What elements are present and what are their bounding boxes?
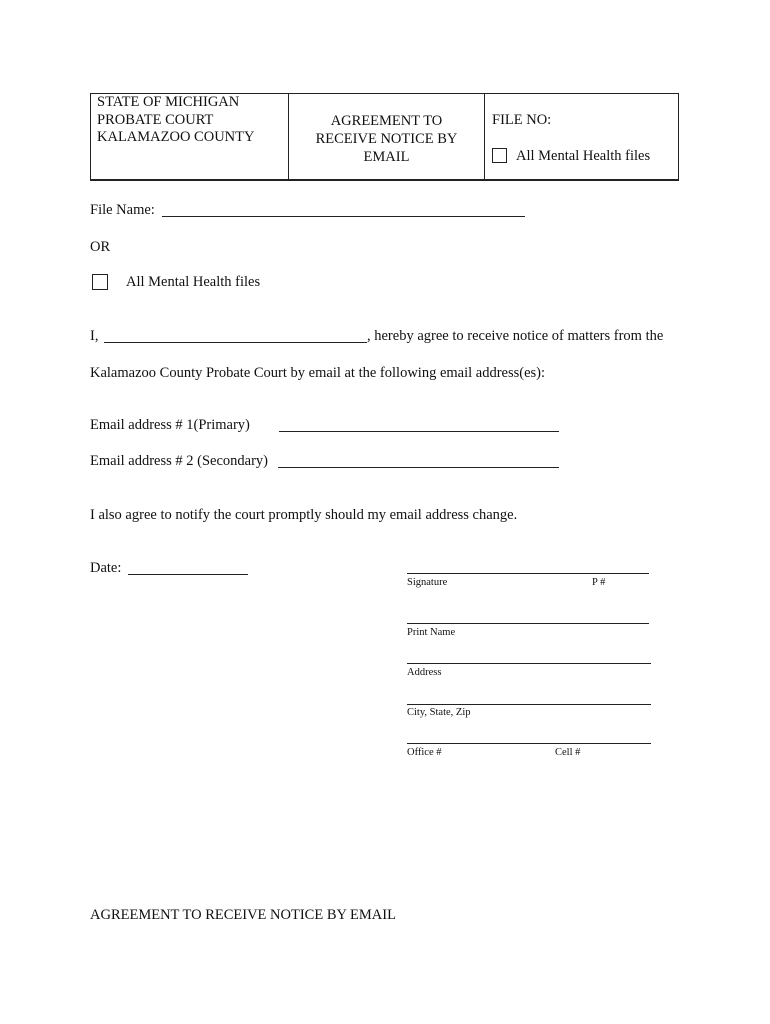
court-line-county: KALAMAZOO COUNTY bbox=[97, 129, 255, 145]
email-1-field[interactable] bbox=[279, 431, 559, 432]
party-name-field[interactable] bbox=[104, 342, 367, 343]
court-line-state: STATE OF MICHIGAN bbox=[97, 94, 240, 110]
agree-suffix: , hereby agree to receive notice of matters from the bbox=[367, 328, 664, 344]
email-2-label: Email address # 2 (Secondary) bbox=[90, 453, 268, 469]
date-field[interactable] bbox=[128, 574, 248, 575]
court-line-court: PROBATE COURT bbox=[97, 111, 214, 128]
notify-text: I also agree to notify the court promptly should my email address change. bbox=[90, 507, 518, 523]
address-field[interactable] bbox=[407, 663, 651, 664]
print-name-label: Print Name bbox=[407, 627, 456, 638]
agree-line-2: Kalamazoo County Probate Court by email at the following email address(es): bbox=[90, 365, 546, 381]
form-title bbox=[289, 112, 484, 166]
mental-health-checkbox[interactable] bbox=[92, 274, 108, 290]
print-name-field[interactable] bbox=[407, 623, 649, 624]
form-title-line-3: EMAIL bbox=[363, 149, 410, 165]
footer-title: AGREEMENT TO RECEIVE NOTICE BY EMAIL bbox=[90, 907, 396, 923]
header-mental-health-label: All Mental Health files bbox=[516, 148, 651, 164]
email-1-label: Email address # 1(Primary) bbox=[90, 417, 250, 433]
signature-label: Signature bbox=[407, 577, 448, 588]
header-divider-2 bbox=[484, 93, 485, 181]
file-name-field[interactable] bbox=[162, 216, 525, 217]
file-name-label: File Name: bbox=[90, 202, 155, 218]
email-2-field[interactable] bbox=[278, 467, 559, 468]
form-title-line-2: RECEIVE NOTICE BY bbox=[315, 131, 458, 147]
form-title-line-1: AGREEMENT TO bbox=[330, 113, 443, 129]
cell-label: Cell # bbox=[555, 747, 581, 758]
court-name bbox=[97, 94, 254, 147]
agree-prefix: I, bbox=[90, 328, 99, 344]
city-state-zip-field[interactable] bbox=[407, 704, 651, 705]
date-label: Date: bbox=[90, 560, 122, 576]
city-state-zip-label: City, State, Zip bbox=[407, 707, 471, 718]
or-label: OR bbox=[90, 239, 111, 255]
file-no-label: FILE NO: bbox=[492, 112, 552, 128]
header-mental-health-checkbox[interactable] bbox=[492, 148, 507, 163]
phone-field[interactable] bbox=[407, 743, 651, 744]
address-label: Address bbox=[407, 667, 442, 678]
signature-field[interactable] bbox=[407, 573, 649, 574]
office-label: Office # bbox=[407, 747, 442, 758]
p-number-label: P # bbox=[592, 577, 606, 588]
mental-health-label: All Mental Health files bbox=[126, 274, 261, 290]
